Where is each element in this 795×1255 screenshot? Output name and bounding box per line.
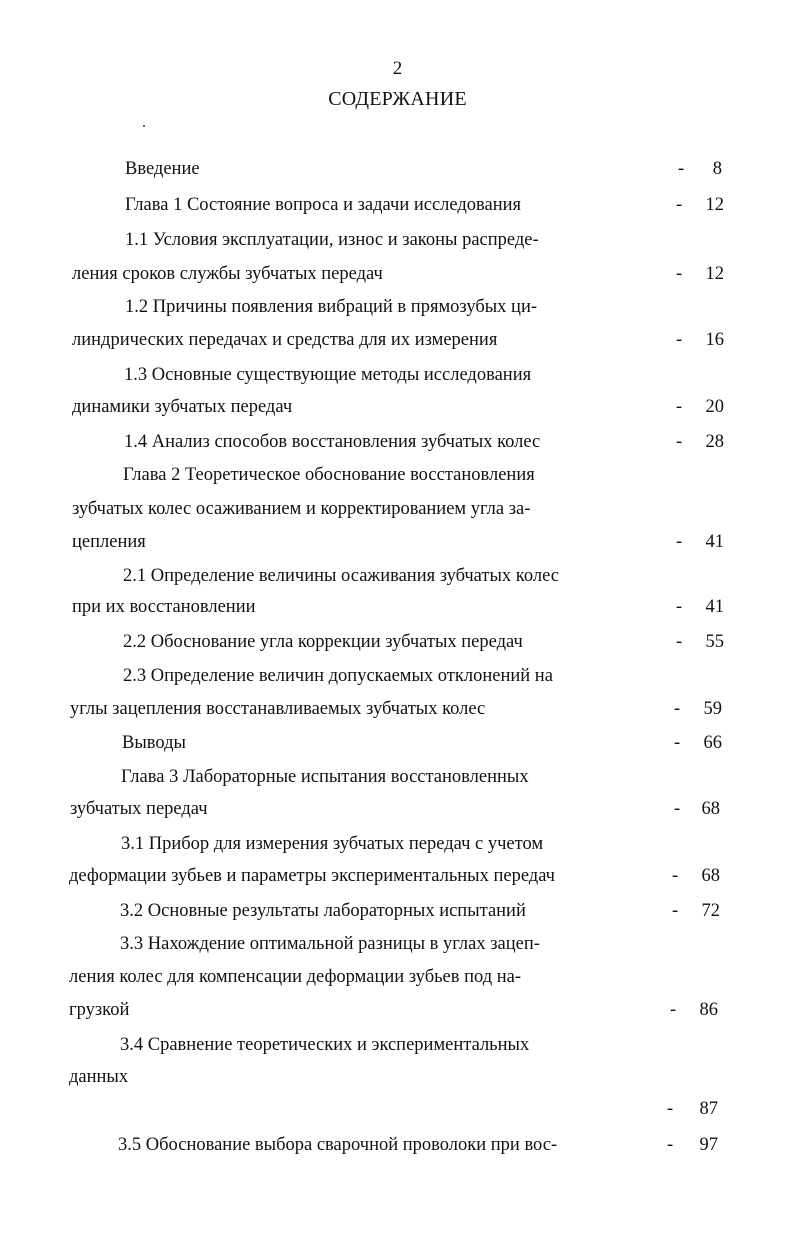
toc-entry-chapter-2-continued: зубчатых колес осаживанием и корректированием угла за- (72, 499, 531, 519)
toc-page-number: 97 (699, 1135, 718, 1155)
toc-dash: - (676, 632, 683, 652)
toc-entry-2-1-continued: при их восстановлении (72, 597, 256, 617)
toc-page-number: 87 (699, 1099, 718, 1119)
toc-entry-2-2: 2.2 Обоснование угла коррекции зубчатых передач (123, 632, 523, 652)
toc-dash: - (676, 195, 683, 215)
scan-speck (143, 125, 145, 127)
toc-dash: - (674, 699, 681, 719)
toc-entry-3-3: 3.3 Нахождение оптимальной разницы в углах зацеп- (120, 934, 540, 954)
toc-dash: - (674, 799, 681, 819)
toc-entry-3-5: 3.5 Обоснование выбора сварочной проволоки при вос- (118, 1135, 558, 1155)
toc-entry-1-2-continued: линдрических передачах и средства для их измерения (72, 330, 498, 350)
toc-entry-1-1: 1.1 Условия эксплуатации, износ и законы распреде- (125, 230, 539, 250)
toc-entry-chapter-1: Глава 1 Состояние вопроса и задачи исследования (125, 195, 522, 215)
toc-page-number: 12 (705, 264, 724, 284)
toc-page-number: 55 (705, 632, 724, 652)
toc-entry-chapter-2: Глава 2 Теоретическое обоснование восстановления (123, 465, 535, 485)
toc-entry-2-1: 2.1 Определение величины осаживания зубчатых колес (123, 566, 559, 586)
toc-dash: - (676, 532, 683, 552)
toc-dash: - (667, 1135, 674, 1155)
toc-dash: - (676, 330, 683, 350)
toc-entry-3-1-continued: деформации зубьев и параметры экспериментальных передач (69, 866, 555, 886)
toc-entry-3-3-continued: ления колес для компенсации деформации зубьев под на- (69, 967, 522, 987)
toc-page-number: 12 (705, 195, 724, 215)
toc-page-number: 41 (705, 597, 724, 617)
toc-page-number: 72 (701, 901, 720, 921)
toc-entry-3-4: 3.4 Сравнение теоретических и экспериментальных (120, 1035, 530, 1055)
toc-dash: - (676, 397, 683, 417)
toc-entry-2-3: 2.3 Определение величин допускаемых отклонений на (123, 666, 553, 686)
toc-page-number: 68 (701, 799, 720, 819)
toc-dash: - (672, 901, 679, 921)
toc-page-number: 59 (703, 699, 722, 719)
toc-entry-1-4: 1.4 Анализ способов восстановления зубчатых колес (124, 432, 541, 452)
toc-page-number: 16 (705, 330, 724, 350)
toc-entry-1-3-continued: динамики зубчатых передач (72, 397, 293, 417)
toc-entry-1-3: 1.3 Основные существующие методы исследования (124, 365, 532, 385)
toc-entry-introduction: Введение (125, 159, 200, 179)
toc-entry-conclusions: Выводы (122, 733, 186, 753)
toc-entry-chapter-3-continued: зубчатых передач (70, 799, 208, 819)
toc-entry-3-3-continued: грузкой (69, 1000, 130, 1020)
toc-dash: - (672, 866, 679, 886)
toc-dash: - (676, 264, 683, 284)
toc-dash: - (670, 1000, 677, 1020)
toc-entry-3-1: 3.1 Прибор для измерения зубчатых передач с учетом (121, 834, 544, 854)
toc-entry-1-1-continued: ления сроков службы зубчатых передач (72, 264, 383, 284)
toc-page-number: 8 (712, 159, 722, 179)
toc-page-number: 68 (701, 866, 720, 886)
toc-dash: - (676, 432, 683, 452)
page-number: 2 (392, 58, 403, 79)
page-title: СОДЕРЖАНИЕ (328, 88, 467, 110)
toc-page-number: 20 (705, 397, 724, 417)
toc-dash: - (667, 1099, 674, 1119)
toc-entry-2-3-continued: углы зацепления восстанавливаемых зубчатых колес (70, 699, 486, 719)
toc-page-number: 28 (705, 432, 724, 452)
toc-dash: - (678, 159, 685, 179)
toc-dash: - (674, 733, 681, 753)
toc-entry-chapter-2-continued: цепления (72, 532, 146, 552)
toc-page-number: 41 (705, 532, 724, 552)
toc-entry-3-2: 3.2 Основные результаты лабораторных испытаний (120, 901, 526, 921)
toc-dash: - (676, 597, 683, 617)
toc-page-number: 86 (699, 1000, 718, 1020)
toc-entry-chapter-3: Глава 3 Лабораторные испытания восстановленных (121, 767, 529, 787)
toc-entry-1-2: 1.2 Причины появления вибраций в прямозубых ци- (125, 297, 538, 317)
toc-page-number: 66 (703, 733, 722, 753)
toc-entry-3-4-continued: данных (69, 1067, 129, 1087)
